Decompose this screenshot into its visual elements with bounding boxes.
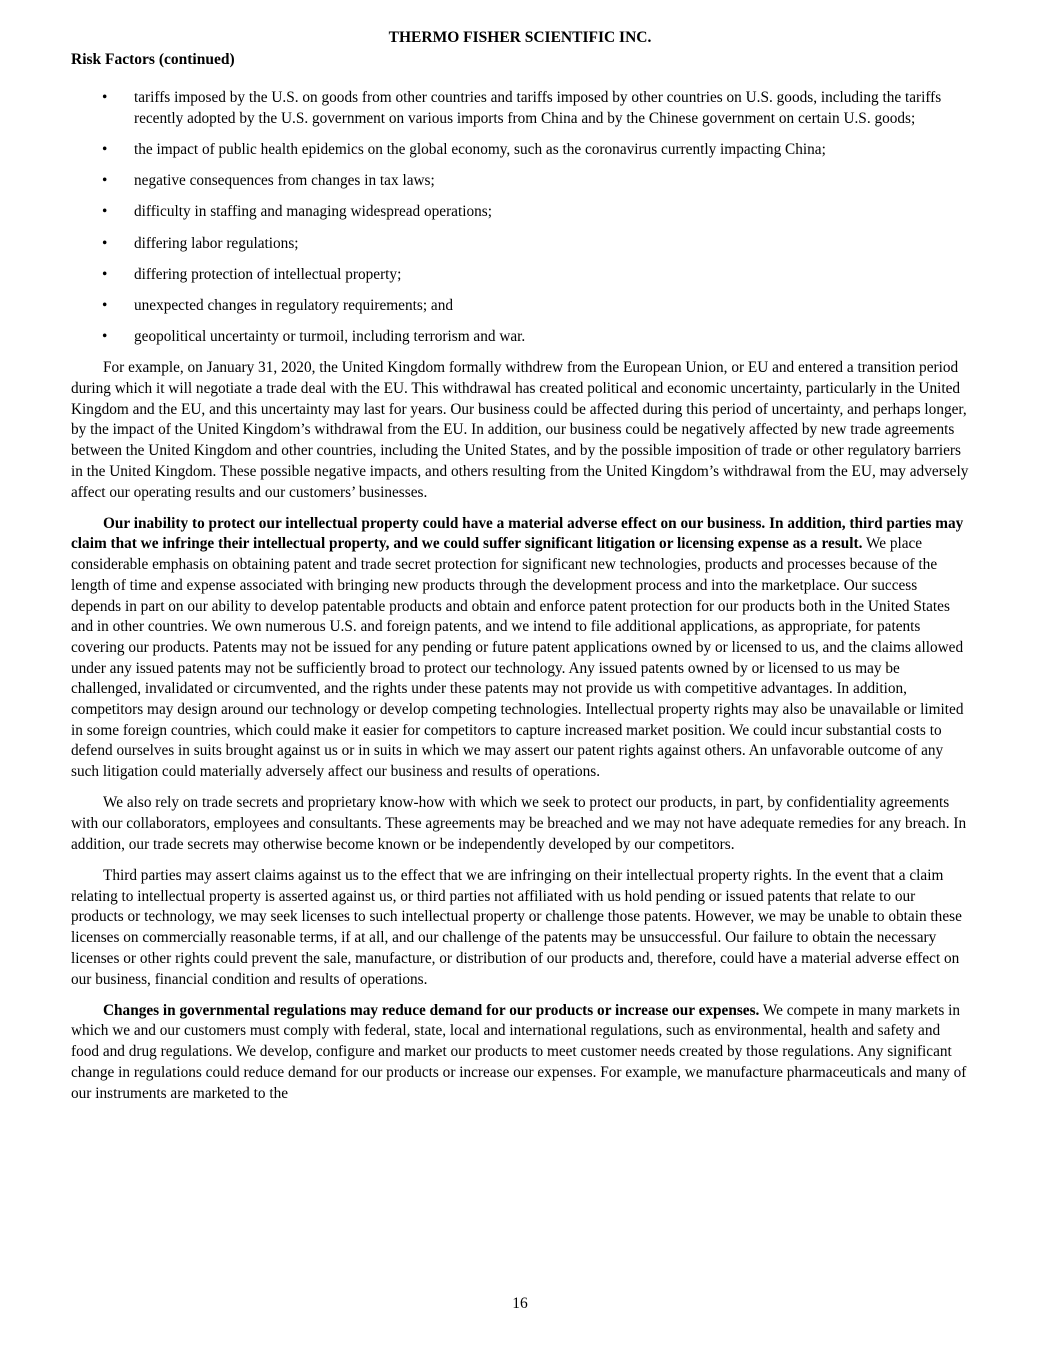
list-item-text: tariffs imposed by the U.S. on goods from other countries and tariffs imposed by other countries on U.S. goods, including the tariffs recently adopted by the U.S. government on various imports from China and by the Chinese government on certain U.S. goods; [134, 89, 942, 127]
list-item-text: differing protection of intellectual property; [134, 265, 402, 283]
page-number: 16 [512, 1295, 528, 1312]
paragraph-trade-secrets [71, 793, 969, 855]
list-item-text: difficulty in staffing and managing widespread operations; [134, 203, 492, 221]
document-page [71, 28, 969, 1115]
list-item-text: unexpected changes in regulatory requirements; and [134, 296, 453, 314]
list-item [71, 202, 969, 223]
paragraph-heading: Changes in governmental regulations may reduce demand for our products or increase our expenses. [103, 1001, 760, 1019]
list-item [71, 296, 969, 317]
bullet-icon: • [102, 140, 108, 158]
bullet-icon: • [102, 234, 108, 252]
risk-bullet-list [71, 88, 969, 348]
paragraph-text: Third parties may assert claims against us to the effect that we are infringing on their intellectual property rights. In the event that a claim relating to intellectual property is asserted against us, or third parties not affiliated with us hold pending or issued patents that relate to our products or technology, we may seek licenses to such intellectual property or challenge those patents. However, we may be unable to obtain these licenses on commercially reasonable terms, if at all, and our challenge of the patents may be unsuccessful. Our failure to obtain the necessary licenses or other rights could prevent the sale, manufacture, or distribution of our products and, therefore, could have a material adverse effect on our business, financial condition and results of operations. [71, 867, 962, 988]
list-item [71, 140, 969, 161]
list-item-text: geopolitical uncertainty or turmoil, including terrorism and war. [134, 328, 526, 346]
bullet-icon: • [102, 296, 108, 314]
paragraph-text: We compete in many markets in which we and our customers must comply with federal, state, local and international regulations, such as environmental, health and safety and food and drug regulations. We develop, configure and market our products to meet customer needs created by those regulations. Any significant change in regulations could reduce demand for our products or increase our expenses. For example, we manufacture pharmaceuticals and many of our instruments are marketed to the [71, 1001, 967, 1102]
list-item [71, 327, 969, 348]
section-title: Risk Factors (continued) [71, 51, 235, 68]
paragraph-text: For example, on January 31, 2020, the United Kingdom formally withdrew from the European Union, or EU and entered a transition period during which it will negotiate a trade deal with the EU. This withdrawal has created political and economic uncertainty, particularly in the United Kingdom and the EU, and this uncertainty may last for years. Our business could be affected during this period of uncertainty, and perhaps longer, by the impact of the United Kingdom’s withdrawal from the EU. In addition, our business could be negatively affected by new trade agreements between the United Kingdom and other countries, including the United States, and by the possible imposition of trade or other regulatory barriers in the United Kingdom. These possible negative impacts, and others resulting from the United Kingdom’s withdrawal from the EU, may adversely affect our operating results and our customers’ businesses. [71, 359, 969, 501]
paragraph-text: We also rely on trade secrets and proprietary know-how with which we seek to protect our products, in part, by confidentiality agreements with our collaborators, employees and consultants. These agreements may be breached and we may not have adequate remedies for any breach. In addition, our trade secrets may otherwise become known or be independently developed by our competitors. [71, 794, 967, 853]
bullet-icon: • [102, 328, 108, 346]
list-item-text: differing labor regulations; [134, 234, 299, 252]
list-item [71, 171, 969, 192]
paragraph-government-regulations [71, 1001, 969, 1105]
list-item-text: negative consequences from changes in tax laws; [134, 172, 435, 190]
paragraph-text: We place considerable emphasis on obtaining patent and trade secret protection for significant new technologies, products and processes because of the length of time and expense associated with bringing new products through the development process and into the marketplace. Our success depends in part on our ability to develop patentable products and obtain and enforce patent protection for our products both in the United States and in other countries. We own numerous U.S. and foreign patents, and we intend to file additional applications, as appropriate, for patents covering our products. Patents may not be issued for any pending or future patent applications owned by or licensed to us, and the claims allowed under any issued patents may not be sufficiently broad to protect our technology. Any issued patents owned by or licensed to us may be challenged, invalidated or circumvented, and the rights under these patents may not provide us with competitive advantages. In addition, competitors may design around our technology or develop competing technologies. Intellectual property rights may also be unavailable or limited in some foreign countries, which could make it easier for competitors to capture increased market position. We could incur substantial costs to defend ourselves in suits brought against us or in suits in which we may assert our patent rights against others. An unfavorable outcome of any such litigation could materially adversely affect our business and results of operations. [71, 535, 964, 781]
company-name: THERMO FISHER SCIENTIFIC INC. [388, 29, 652, 46]
paragraph-uk-withdrawal [71, 358, 969, 503]
list-item-text: the impact of public health epidemics on the global economy, such as the coronavirus currently impacting China; [134, 140, 826, 158]
list-item [71, 265, 969, 286]
paragraph-third-party-claims [71, 866, 969, 990]
list-item [71, 234, 969, 255]
paragraph-intellectual-property [71, 514, 969, 783]
paragraph-heading: Our inability to protect our intellectual property could have a material adverse effect on our business. In addition, third parties may claim that we infringe their intellectual property, and we could suffer significant litigation or licensing expense as a result. [71, 514, 964, 553]
list-item [71, 88, 969, 129]
bullet-icon: • [102, 89, 108, 106]
bullet-icon: • [102, 172, 108, 190]
bullet-icon: • [102, 203, 108, 221]
bullet-icon: • [102, 265, 108, 283]
